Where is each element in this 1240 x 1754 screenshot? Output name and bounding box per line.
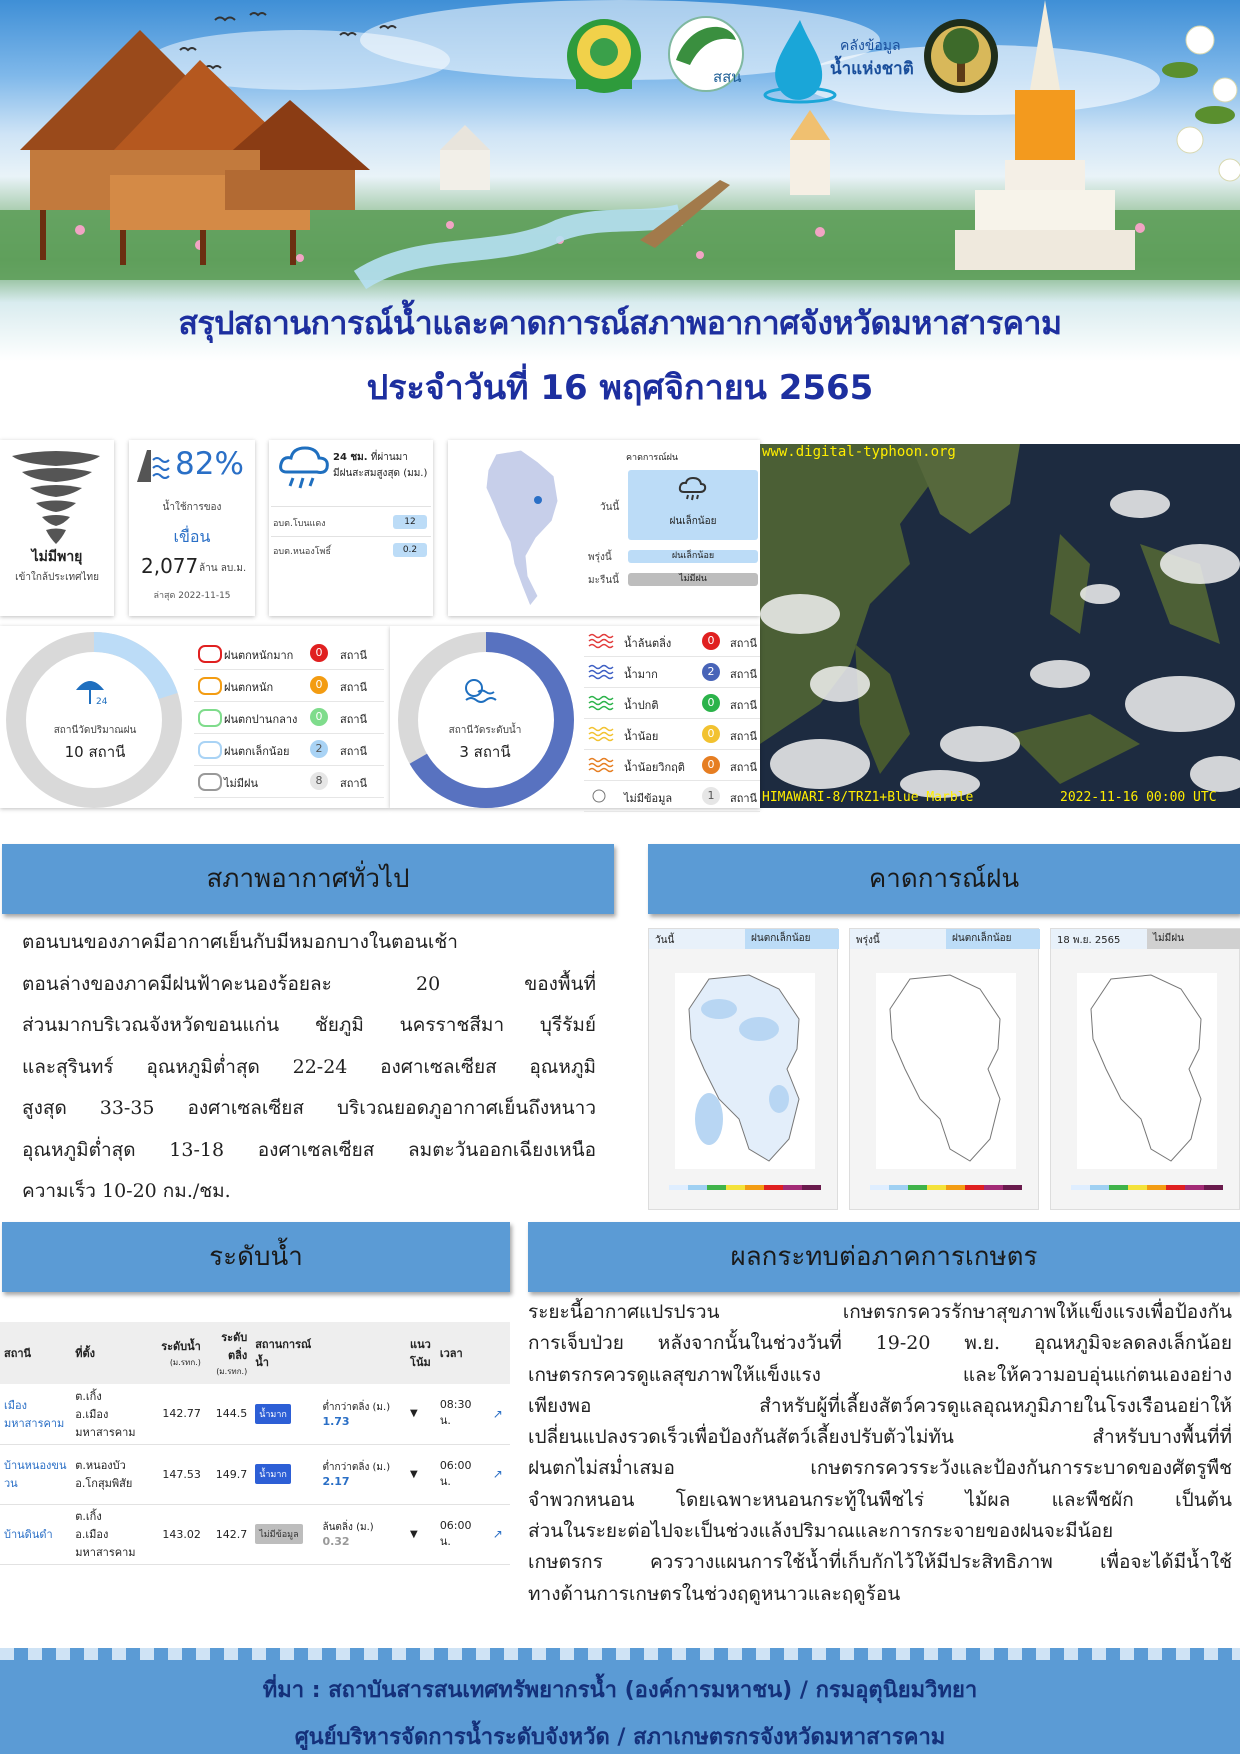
water-station-row: [584, 688, 760, 719]
rain-station-row: [194, 702, 384, 734]
water-station-donut-label: สถานีวัดระดับน้ำ: [448, 725, 522, 736]
forecast-map-day: 18 พ.ย. 2565: [1057, 935, 1121, 946]
col-trend: แนวโน้ม: [410, 1338, 431, 1369]
hii-logo-text: สสน: [713, 68, 742, 86]
no-rain-icon: [198, 773, 222, 791]
rain-cloud-icon: [198, 677, 222, 695]
forecast-mini-tomorrow-value: ฝนเล็กน้อย: [628, 550, 758, 563]
station-name-text[interactable]: บ้านหนองขนวน: [4, 1459, 67, 1490]
station-location: [71, 1384, 152, 1444]
water-station-row: [584, 750, 760, 781]
satellite-source: www.digital-typhoon.org: [762, 444, 956, 460]
water-station-donut-count: 3 สถานี: [459, 743, 511, 761]
storm-sub: เข้าใกล้ประเทศไทย: [15, 572, 99, 583]
agri-impact-line: เกษตรกรควรดูแลสุขภาพให้แข็งแรง และให้ความอบอุ่นแก่ตนเองอย่าง: [528, 1363, 1232, 1386]
rain-station-card: [0, 626, 390, 808]
water-station-row: [584, 719, 760, 750]
footer-source-line2: ศูนย์บริหารจัดการน้ำระดับจังหวัด / สภาเกษตรกรจังหวัดมหาสารคาม: [294, 1725, 946, 1750]
water-station-row-unit: สถานี: [730, 699, 758, 712]
agri-impact-line: ฝนตกไม่สม่ำเสมอ เกษตรกรควรระวังและป้องกันการระบาดของศัตรูพืช: [528, 1457, 1232, 1480]
no-data-icon: [588, 788, 618, 804]
agri-impact-line: การเจ็บป่วย หลังจากนั้นในช่วงวันที่ 19-20 พ.ย. อุณหภูมิจะลดลงเล็กน้อย: [528, 1332, 1232, 1355]
page-title: สรุปสถานการณ์น้ำและคาดการณ์สภาพอากาศจังหวัดมหาสารคาม: [178, 304, 1062, 342]
forecast-map-day: พรุ่งนี้: [856, 935, 880, 946]
rain24-head-bold: 24 ชม.: [333, 452, 368, 463]
table-header-row: [0, 1322, 510, 1384]
rain-cloud-icon: [198, 709, 222, 727]
agri-impact-line: เกษตรกร ควรวางแผนการใช้น้ำที่เก็บกักไว้ให้มีประสิทธิภาพ เพื่อจะได้มีน้ำใช้: [528, 1551, 1232, 1574]
water-station-row-label: น้ำน้อยวิกฤติ: [624, 761, 685, 774]
rain-station-donut: [0, 626, 190, 808]
water-station-row-unit: สถานี: [730, 637, 758, 650]
table-row: [0, 1384, 510, 1444]
rain-station-list: [194, 638, 384, 798]
rain-forecast-header: คาดการณ์ฝน: [648, 844, 1240, 914]
forecast-map-status: ไม่มีฝน: [1147, 929, 1240, 949]
rain24-row1-name: อบต.โบนแดง: [273, 519, 326, 529]
station-name[interactable]: [0, 1384, 71, 1444]
water-level-value: 143.02: [162, 1527, 201, 1541]
water-station-row-count: 2: [702, 663, 720, 681]
agri-impact-line: ทางด้านการเกษตรในช่วงฤดูหนาวและฤดูร้อน: [528, 1582, 901, 1605]
dam-card: [129, 440, 255, 616]
general-weather-line: สูงสุด 33-35 องศาเซลเซียส บริเวณยอดภูอากาศเย็นถึงหนาว: [22, 1097, 596, 1119]
storm-label: ไม่มีพายุ: [31, 549, 83, 565]
forecast-map-card: [1050, 928, 1240, 1210]
water-station-row-count: 0: [702, 694, 720, 712]
rain-station-row-label: ไม่มีฝน: [224, 777, 258, 790]
water-station-list: [584, 626, 760, 812]
bank-diff-value: 0.32: [322, 1535, 350, 1548]
bank-diff-label: ล้นตลิ่ง (ม.): [322, 1522, 374, 1533]
station-location-line: ต.เกิ้ง: [75, 1510, 102, 1523]
water-level-value: 142.77: [162, 1407, 201, 1421]
rain-station-row-unit: สถานี: [340, 649, 368, 662]
tornado-icon: [0, 440, 114, 560]
station-location-line: ต.เกิ้ง: [75, 1389, 102, 1403]
table-row: [0, 1444, 510, 1504]
agri-impact-line: ส่วนในระยะต่อไปจะเป็นช่วงแล้งปริมาณและการกระจายของฝนจะมีน้อย: [528, 1520, 1114, 1543]
col-location: ที่ตั้ง: [75, 1347, 96, 1360]
forecast-mini-today-box: [628, 470, 758, 540]
water-station-row-label: น้ำล้นตลิ่ง: [624, 637, 672, 650]
rain-station-row-unit: สถานี: [340, 713, 368, 726]
water-station-row-unit: สถานี: [730, 761, 758, 774]
bank-diff-value: 1.73: [322, 1414, 350, 1428]
rain-forecast-maps: [648, 928, 1240, 1210]
satellite-timestamp: 2022-11-16 00:00 UTC: [1060, 790, 1217, 805]
header-banner: [0, 0, 1240, 420]
agri-impact-header: ผลกระทบต่อภาคการเกษตร: [528, 1222, 1240, 1292]
agri-impact-line: ระยะนี้อากาศแปรปรวน เกษตรกรควรรักษาสุขภาพให้แข็งแรงเพื่อป้องกัน: [528, 1301, 1232, 1323]
forecast-map-status: ฝนตกเล็กน้อย: [745, 929, 839, 949]
rain-station-donut-count: 10 สถานี: [64, 743, 126, 761]
general-weather-line: และสุรินทร์ อุณหภูมิต่ำสุด 22-24 องศาเซลเซียส อุณหภูมิ: [22, 1055, 596, 1078]
col-station: สถานี: [4, 1347, 32, 1360]
station-name-text[interactable]: บ้านดินดำ: [4, 1528, 53, 1541]
bank-diff-label: ต่ำกว่าตลิ่ง (ม.): [322, 1401, 391, 1413]
ministry-seal-icon: [567, 19, 641, 93]
forecast-mini-header: คาดการณ์ฝน: [626, 453, 679, 463]
general-weather-line: ส่วนมากบริเวณจังหวัดขอนแก่น ชัยภูมิ นครราชสีมา บุรีรัมย์: [22, 1014, 596, 1036]
rain-station-row-unit: สถานี: [340, 745, 368, 758]
water-level-table: [0, 1322, 510, 1565]
water-station-row: [584, 781, 760, 812]
graph-link-icon[interactable]: ↗: [492, 1406, 503, 1421]
station-location: [71, 1504, 152, 1564]
forecast-mini-today-value: ฝนเล็กน้อย: [669, 516, 717, 527]
dam-label2: เขื่อน: [173, 527, 211, 546]
graph-link-icon[interactable]: ↗: [492, 1467, 503, 1481]
station-location-line: มหาสารคาม: [75, 1546, 136, 1559]
rain-icon-24: 24: [96, 697, 108, 707]
rain24-head-line2: มีฝนสะสมสูงสุด (มม.): [333, 468, 428, 479]
dam-unit: ล้าน ลบ.ม.: [199, 563, 247, 574]
cloud-rain-icon: [678, 476, 708, 502]
water-level-table-wrap: [0, 1322, 512, 1565]
water-wave-icon: [588, 633, 618, 649]
rain-station-row-count: 0: [310, 644, 328, 662]
banner-illustration: [0, 0, 1240, 420]
general-weather-header: สภาพอากาศทั่วไป: [2, 844, 614, 914]
water-wave-icon: [588, 726, 618, 742]
status-cell: [251, 1504, 318, 1564]
footer-source-line1: ที่มา : สถาบันสารสนเทศทรัพยากรน้ำ (องค์การมหาชน) / กรมอุตุนิยมวิทยา: [262, 1678, 978, 1703]
water-station-row-unit: สถานี: [730, 730, 758, 743]
dam-volume: 2,077: [141, 554, 199, 578]
water-data-text-top: คลังข้อมูล: [840, 38, 901, 54]
water-station-row-label: น้ำปกติ: [624, 699, 659, 712]
water-station-row-unit: สถานี: [730, 792, 758, 805]
water-station-row-count: 1: [702, 787, 720, 805]
rain-cloud-icon: [198, 645, 222, 663]
station-location-line: อ.โกสุมพิสัย: [75, 1477, 133, 1490]
dam-percent: 82%: [175, 446, 244, 482]
status-badge: น้ำมาก: [255, 1464, 291, 1484]
station-location-line: ต.หนองบัว: [75, 1459, 126, 1472]
satellite-caption: HIMAWARI-8/TRZ1+Blue Marble: [762, 790, 974, 805]
dam-updated: ล่าสุด 2022-11-15: [153, 591, 231, 601]
forecast-map-card: [648, 928, 838, 1210]
footer: [0, 1648, 1240, 1754]
forecast-mini-dayafter-label: มะรืนนี้: [588, 575, 620, 586]
water-level-value: 147.53: [162, 1467, 201, 1481]
forecast-map-day-tab: [649, 929, 839, 949]
rain-station-row-count: 2: [310, 740, 328, 758]
rain-cloud-icon: [277, 444, 331, 494]
thailand-map: [466, 446, 576, 616]
trend-down-icon: ▼: [410, 1468, 418, 1480]
rain24-row2-value: 0.2: [393, 543, 427, 557]
bank-level-value: 144.5: [215, 1407, 248, 1421]
update-time: 06:00 น.: [439, 1458, 472, 1488]
rain24-card: [269, 440, 433, 616]
tree-logo-icon: [924, 19, 998, 93]
forecast-mini-today-label: วันนี้: [600, 502, 620, 513]
dam-water-icon: [137, 448, 173, 482]
page-date: ประจำวันที่ 16 พฤศจิกายน 2565: [366, 368, 874, 408]
bank-diff-cell: [318, 1444, 406, 1504]
col-status: สถานการณ์น้ำ: [255, 1338, 312, 1369]
status-badge: น้ำมาก: [255, 1404, 291, 1424]
rain-station-row-unit: สถานี: [340, 777, 368, 790]
forecast-mini-card: [448, 440, 760, 616]
rain-station-row: [194, 734, 384, 766]
general-weather-line: ความเร็ว 10-20 กม./ชม.: [22, 1180, 231, 1202]
water-wave-icon: [588, 757, 618, 773]
trend-down-icon: ▼: [410, 1528, 418, 1540]
agri-impact-line: เปลี่ยนแปลงรวดเร็วเพื่อป้องกันสัตว์เลี้ยงปรับตัวไม่ทัน สำหรับบางพื้นที่ที่: [528, 1426, 1232, 1449]
water-wave-icon: [588, 664, 618, 680]
rain-station-row: [194, 638, 384, 670]
graph-link-icon[interactable]: ↗: [492, 1527, 503, 1541]
forecast-map-day: วันนี้: [655, 935, 675, 946]
rain24-head-rest: ที่ผ่านมา: [370, 452, 408, 463]
bank-diff-cell: [318, 1504, 406, 1564]
col-level: ระดับน้ำ (ม.รทก.): [161, 1340, 201, 1367]
general-weather-text: [22, 922, 596, 1213]
forecast-map-image: [850, 949, 1040, 1209]
forecast-mini-dayafter-value: ไม่มีฝน: [628, 573, 758, 586]
water-level-header: ระดับน้ำ: [2, 1222, 510, 1292]
water-station-row: [584, 657, 760, 688]
forecast-map-image: [649, 949, 839, 1209]
rain24-row2-name: อบต.หนองโพธิ์: [273, 547, 331, 557]
bank-level-value: 142.7: [215, 1527, 248, 1541]
status-badge: ไม่มีข้อมูล: [255, 1524, 302, 1544]
forecast-map-image: [1051, 949, 1240, 1209]
rain-station-row: [194, 670, 384, 702]
general-weather-line: ตอนล่างของภาคมีฝนฟ้าคะนองร้อยละ 20 ของพื้นที่: [22, 972, 596, 995]
dam-label1: น้ำใช้การของ: [162, 502, 222, 513]
col-time: เวลา: [439, 1347, 463, 1360]
table-row: [0, 1504, 510, 1564]
agri-impact-text: [528, 1297, 1232, 1610]
rain-station-row-label: ฝนตกหนัก: [224, 681, 274, 694]
station-name[interactable]: [0, 1444, 71, 1504]
agri-impact-line: เพียงพอ สำหรับผู้ที่เลี้ยงสัตว์ควรดูแลอุณหภูมิภายในโรงเรือนอย่าให้: [528, 1394, 1232, 1417]
update-time: 06:00 น.: [439, 1518, 472, 1548]
rain-station-row-unit: สถานี: [340, 681, 368, 694]
footer-stripe: [0, 1648, 1240, 1660]
storm-card: [0, 440, 114, 616]
water-wave-icon: [588, 695, 618, 711]
general-weather-line: อุณหภูมิต่ำสุด 13-18 องศาเซลเซียส ลมตะวันออกเฉียงเหนือ: [22, 1138, 596, 1161]
rain-station-donut-label: สถานีวัดปริมาณฝน: [53, 725, 137, 736]
water-station-row: [584, 626, 760, 657]
water-station-row-count: 0: [702, 632, 720, 650]
rain-station-row-label: ฝนตกหนักมาก: [224, 649, 294, 662]
rain24-row1-value: 12: [393, 515, 427, 529]
rain-cloud-icon: [198, 741, 222, 759]
general-weather-line: ตอนบนของภาคมีอากาศเย็นกับมีหมอกบางในตอนเช้า: [22, 931, 458, 953]
bank-diff-cell: [318, 1384, 406, 1444]
station-location: [71, 1444, 152, 1504]
status-cell: [251, 1384, 318, 1444]
trend-down-icon: ▼: [410, 1408, 418, 1420]
water-station-row-count: 0: [702, 725, 720, 743]
rain-station-row-count: 8: [310, 772, 328, 790]
station-name-text[interactable]: เมืองมหาสารคาม: [4, 1398, 65, 1430]
station-name[interactable]: [0, 1504, 71, 1564]
forecast-map-day-tab: [850, 929, 1040, 949]
rain-station-row-label: ฝนตกปานกลาง: [224, 713, 298, 726]
forecast-map-card: [849, 928, 1039, 1210]
forecast-mini-tomorrow-label: พรุ่งนี้: [588, 552, 612, 563]
col-bank: ระดับตลิ่ง (ม.รทก.): [216, 1331, 248, 1376]
water-station-row-count: 0: [702, 756, 720, 774]
water-level-icon: [466, 680, 496, 702]
rain-station-row: [194, 766, 384, 798]
forecast-map-status: ฝนตกเล็กน้อย: [946, 929, 1040, 949]
station-location-line: อ.เมือง: [75, 1407, 109, 1421]
forecast-map-day-tab: [1051, 929, 1240, 949]
water-station-row-label: ไม่มีข้อมูล: [624, 792, 673, 805]
rain-station-row-count: 0: [310, 676, 328, 694]
update-time: 08:30 น.: [439, 1398, 472, 1428]
water-station-row-label: น้ำมาก: [624, 668, 658, 681]
water-station-row-label: น้ำน้อย: [624, 730, 659, 743]
station-location-line: อ.เมือง: [75, 1528, 109, 1541]
bank-diff-label: ต่ำกว่าตลิ่ง (ม.): [322, 1462, 391, 1473]
station-location-line: มหาสารคาม: [75, 1425, 136, 1439]
satellite-map: [760, 444, 1240, 808]
hii-logo-icon: [669, 17, 743, 91]
water-station-card: [390, 626, 760, 808]
agri-impact-line: จำพวกหนอน โดยเฉพาะหนอนกระทู้ในพืชไร่ ไม้ผล และพืชผัก เป็นต้น: [528, 1488, 1232, 1511]
status-cell: [251, 1444, 318, 1504]
water-station-donut: [390, 626, 580, 808]
bank-diff-value: 2.17: [322, 1475, 350, 1488]
rain-station-row-label: ฝนตกเล็กน้อย: [224, 745, 290, 758]
bank-level-value: 149.7: [215, 1467, 248, 1481]
water-station-row-unit: สถานี: [730, 668, 758, 681]
satellite-image: [760, 444, 1240, 808]
water-data-text-bottom: น้ำแห่งชาติ: [830, 59, 914, 79]
rain-station-row-count: 0: [310, 708, 328, 726]
